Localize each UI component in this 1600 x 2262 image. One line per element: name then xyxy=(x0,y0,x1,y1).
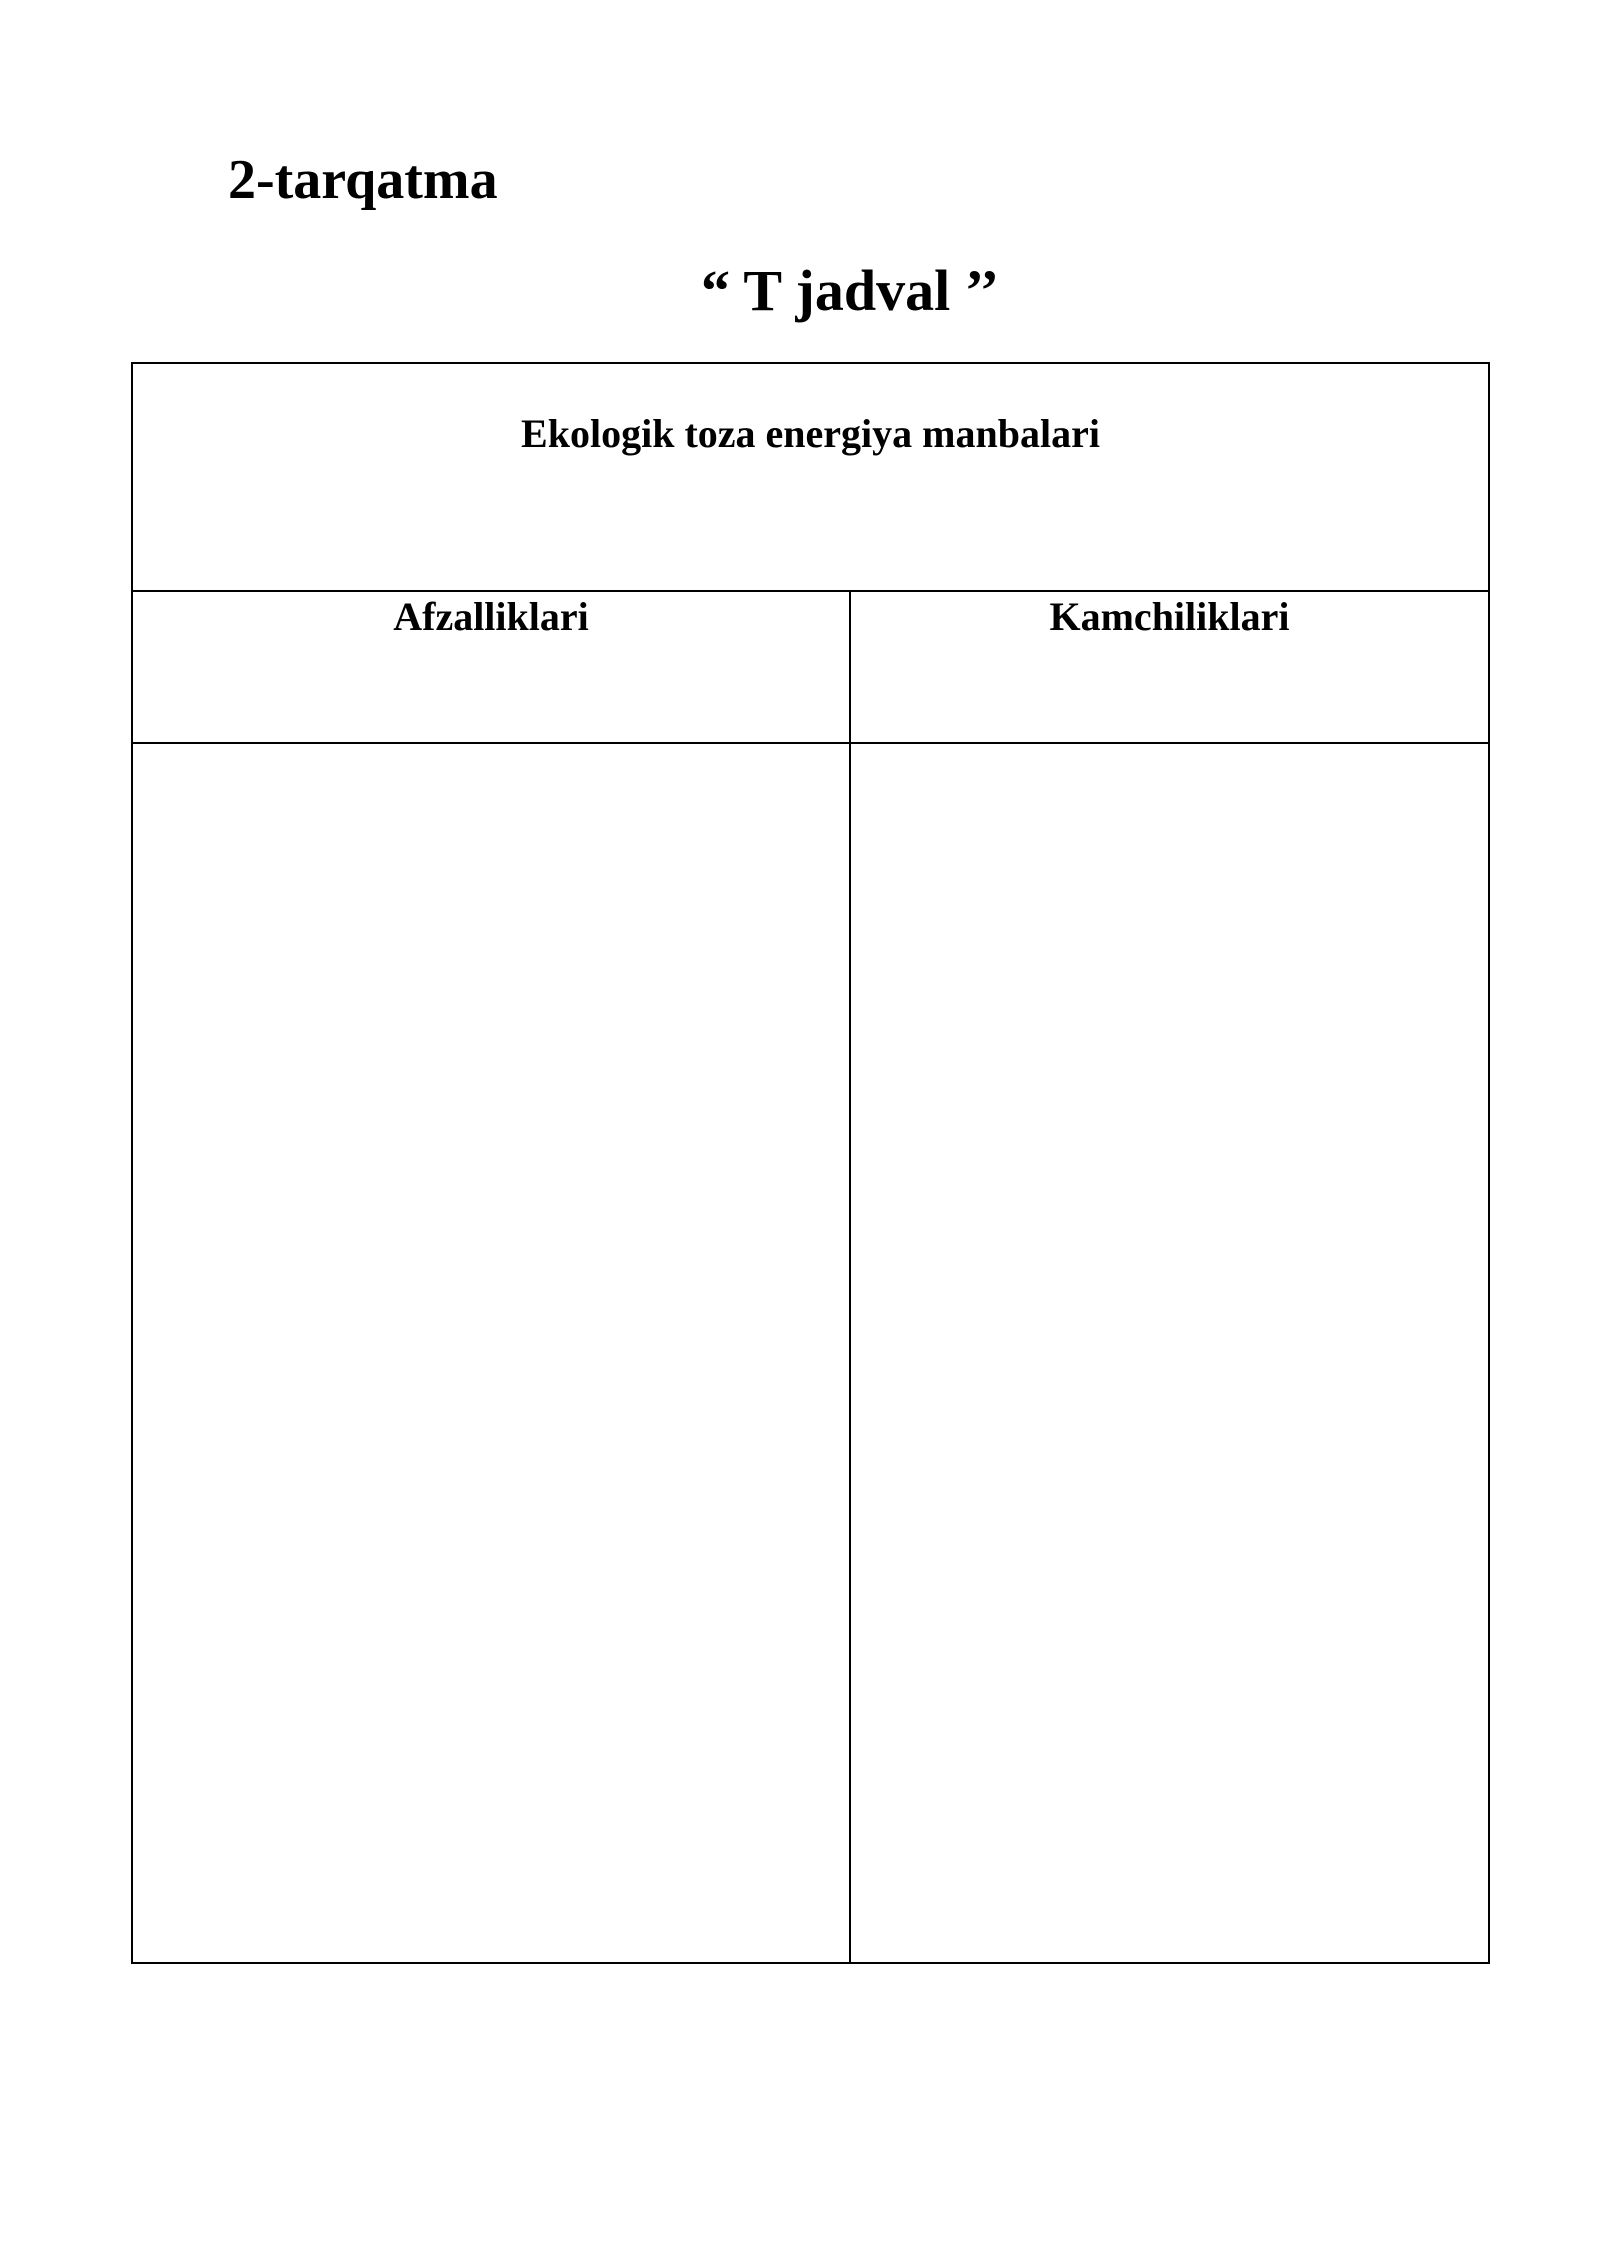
advantages-column xyxy=(133,592,851,1962)
topic-cell xyxy=(133,364,1488,592)
advantages-header-cell xyxy=(133,592,849,744)
t-chart-table xyxy=(131,362,1490,1964)
disadvantages-header: Kamchiliklari xyxy=(1049,594,1290,639)
disadvantages-column xyxy=(851,592,1488,1962)
table-title: “ T jadval ’’ xyxy=(700,258,1000,323)
disadvantages-answer-area[interactable] xyxy=(851,744,1488,1962)
topic-heading: Ekologik toza energiya manbalari xyxy=(521,411,1100,456)
disadvantages-header-cell xyxy=(851,592,1488,744)
advantages-answer-area[interactable] xyxy=(133,744,849,1962)
advantages-header: Afzalliklari xyxy=(393,594,589,639)
handout-label: 2-tarqatma xyxy=(228,149,498,211)
